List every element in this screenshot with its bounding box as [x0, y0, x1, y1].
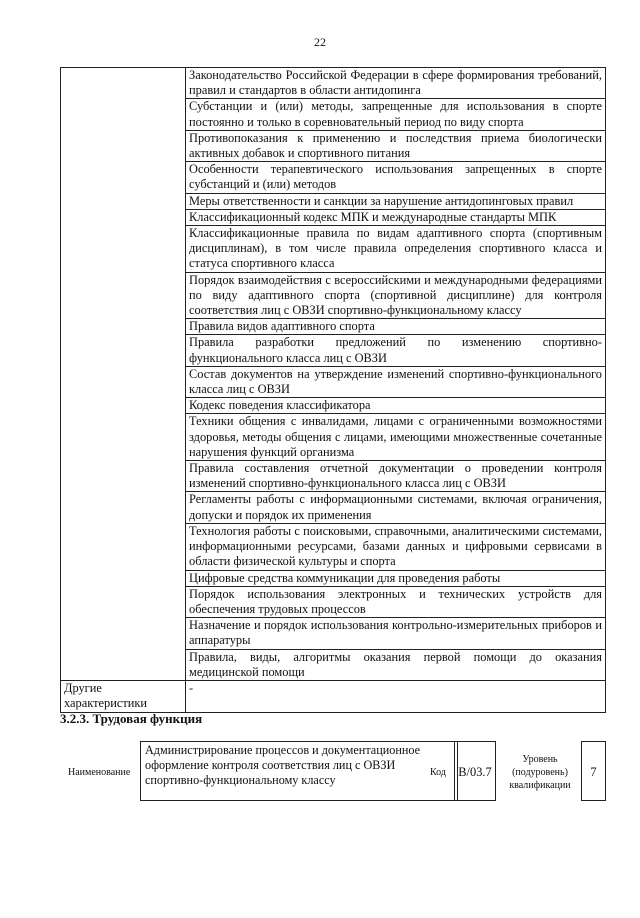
knowledge-item: Правила видов адаптивного спорта — [186, 319, 606, 335]
knowledge-item: Противопоказания к применению и последствия приема биологически активных добавок и спортивного питания — [186, 130, 606, 161]
knowledge-item: Правила разработки предложений по изменению спортивно-функционального класса лиц с ОВЗИ — [186, 335, 606, 366]
table-row — [61, 68, 606, 99]
knowledge-item: Субстанции и (или) методы, запрещенные для использования в спорте постоянно и только в соревновательный период по виду спорта — [186, 99, 606, 130]
qualification-level: 7 — [581, 741, 606, 801]
other-characteristics-label: Другие характеристики — [61, 680, 186, 712]
row-label-empty — [61, 68, 186, 681]
knowledge-item: Регламенты работы с информационными системами, включая ограничения, допуски и порядок их применения — [186, 492, 606, 523]
knowledge-item: Кодекс поведения классификатора — [186, 398, 606, 414]
knowledge-item: Порядок взаимодействия с всероссийскими и международными федерациями по виду адаптивного спорта (спортивной дисциплине) для контроля соответствия лиц с ОВЗИ спортивно-функциональному классу — [186, 272, 606, 319]
knowledge-item: Цифровые средства коммуникации для проведения работы — [186, 570, 606, 586]
function-name: Администрирование процессов и документационное оформление контроля соответствия лиц с ОВЗИ спортивно-функциональному классу — [140, 741, 458, 801]
knowledge-item: Правила составления отчетной документации о проведении контроля изменений спортивно-функционального класса лиц с ОВЗИ — [186, 461, 606, 492]
page-number: 22 — [314, 35, 326, 49]
code-label: Код — [430, 767, 446, 778]
knowledge-item: Технология работы с поисковыми, справочными, аналитическими системами, информационными ресурсами, базами данных и цифровыми сервисами в области физической культуры и спорта — [186, 523, 606, 570]
knowledge-item: Классификационные правила по видам адаптивного спорта (спортивным дисциплинам), в том числе правила определения спортивного класса и статуса спортивного класса — [186, 226, 606, 273]
knowledge-table — [60, 67, 606, 713]
knowledge-item: Назначение и порядок использования контрольно-измерительных приборов и аппаратуры — [186, 618, 606, 649]
name-label: Наименование — [68, 767, 131, 778]
knowledge-item: Техники общения с инвалидами, лицами с ограниченными возможностями здоровья, методы общения с лицами, имеющими множественные сочетанные нарушения функций организма — [186, 414, 606, 461]
knowledge-item: Особенности терапевтического использования запрещенных в спорте субстанций и (или) методов — [186, 162, 606, 193]
level-label: Уровень (подуровень) квалификации — [509, 754, 571, 791]
knowledge-item: Законодательство Российской Федерации в сфере формирования требований, правил и стандартов в области антидопинга — [186, 68, 606, 99]
other-characteristics-value: - — [186, 680, 606, 712]
function-header — [60, 741, 606, 803]
function-code: B/03.7 — [454, 741, 496, 801]
knowledge-item: Порядок использования электронных и технических устройств для обеспечения трудовых процессов — [186, 586, 606, 617]
knowledge-item: Правила, виды, алгоритмы оказания первой помощи до оказания медицинской помощи — [186, 649, 606, 680]
knowledge-item: Состав документов на утверждение изменений спортивно-функционального класса лиц с ОВЗИ — [186, 366, 606, 397]
knowledge-item: Меры ответственности и санкции за нарушение антидопинговых правил — [186, 193, 606, 209]
knowledge-item: Классификационный кодекс МПК и международные стандарты МПК — [186, 209, 606, 225]
table-row — [61, 680, 606, 712]
section-title: 3.2.3. Трудовая функция — [60, 711, 203, 726]
